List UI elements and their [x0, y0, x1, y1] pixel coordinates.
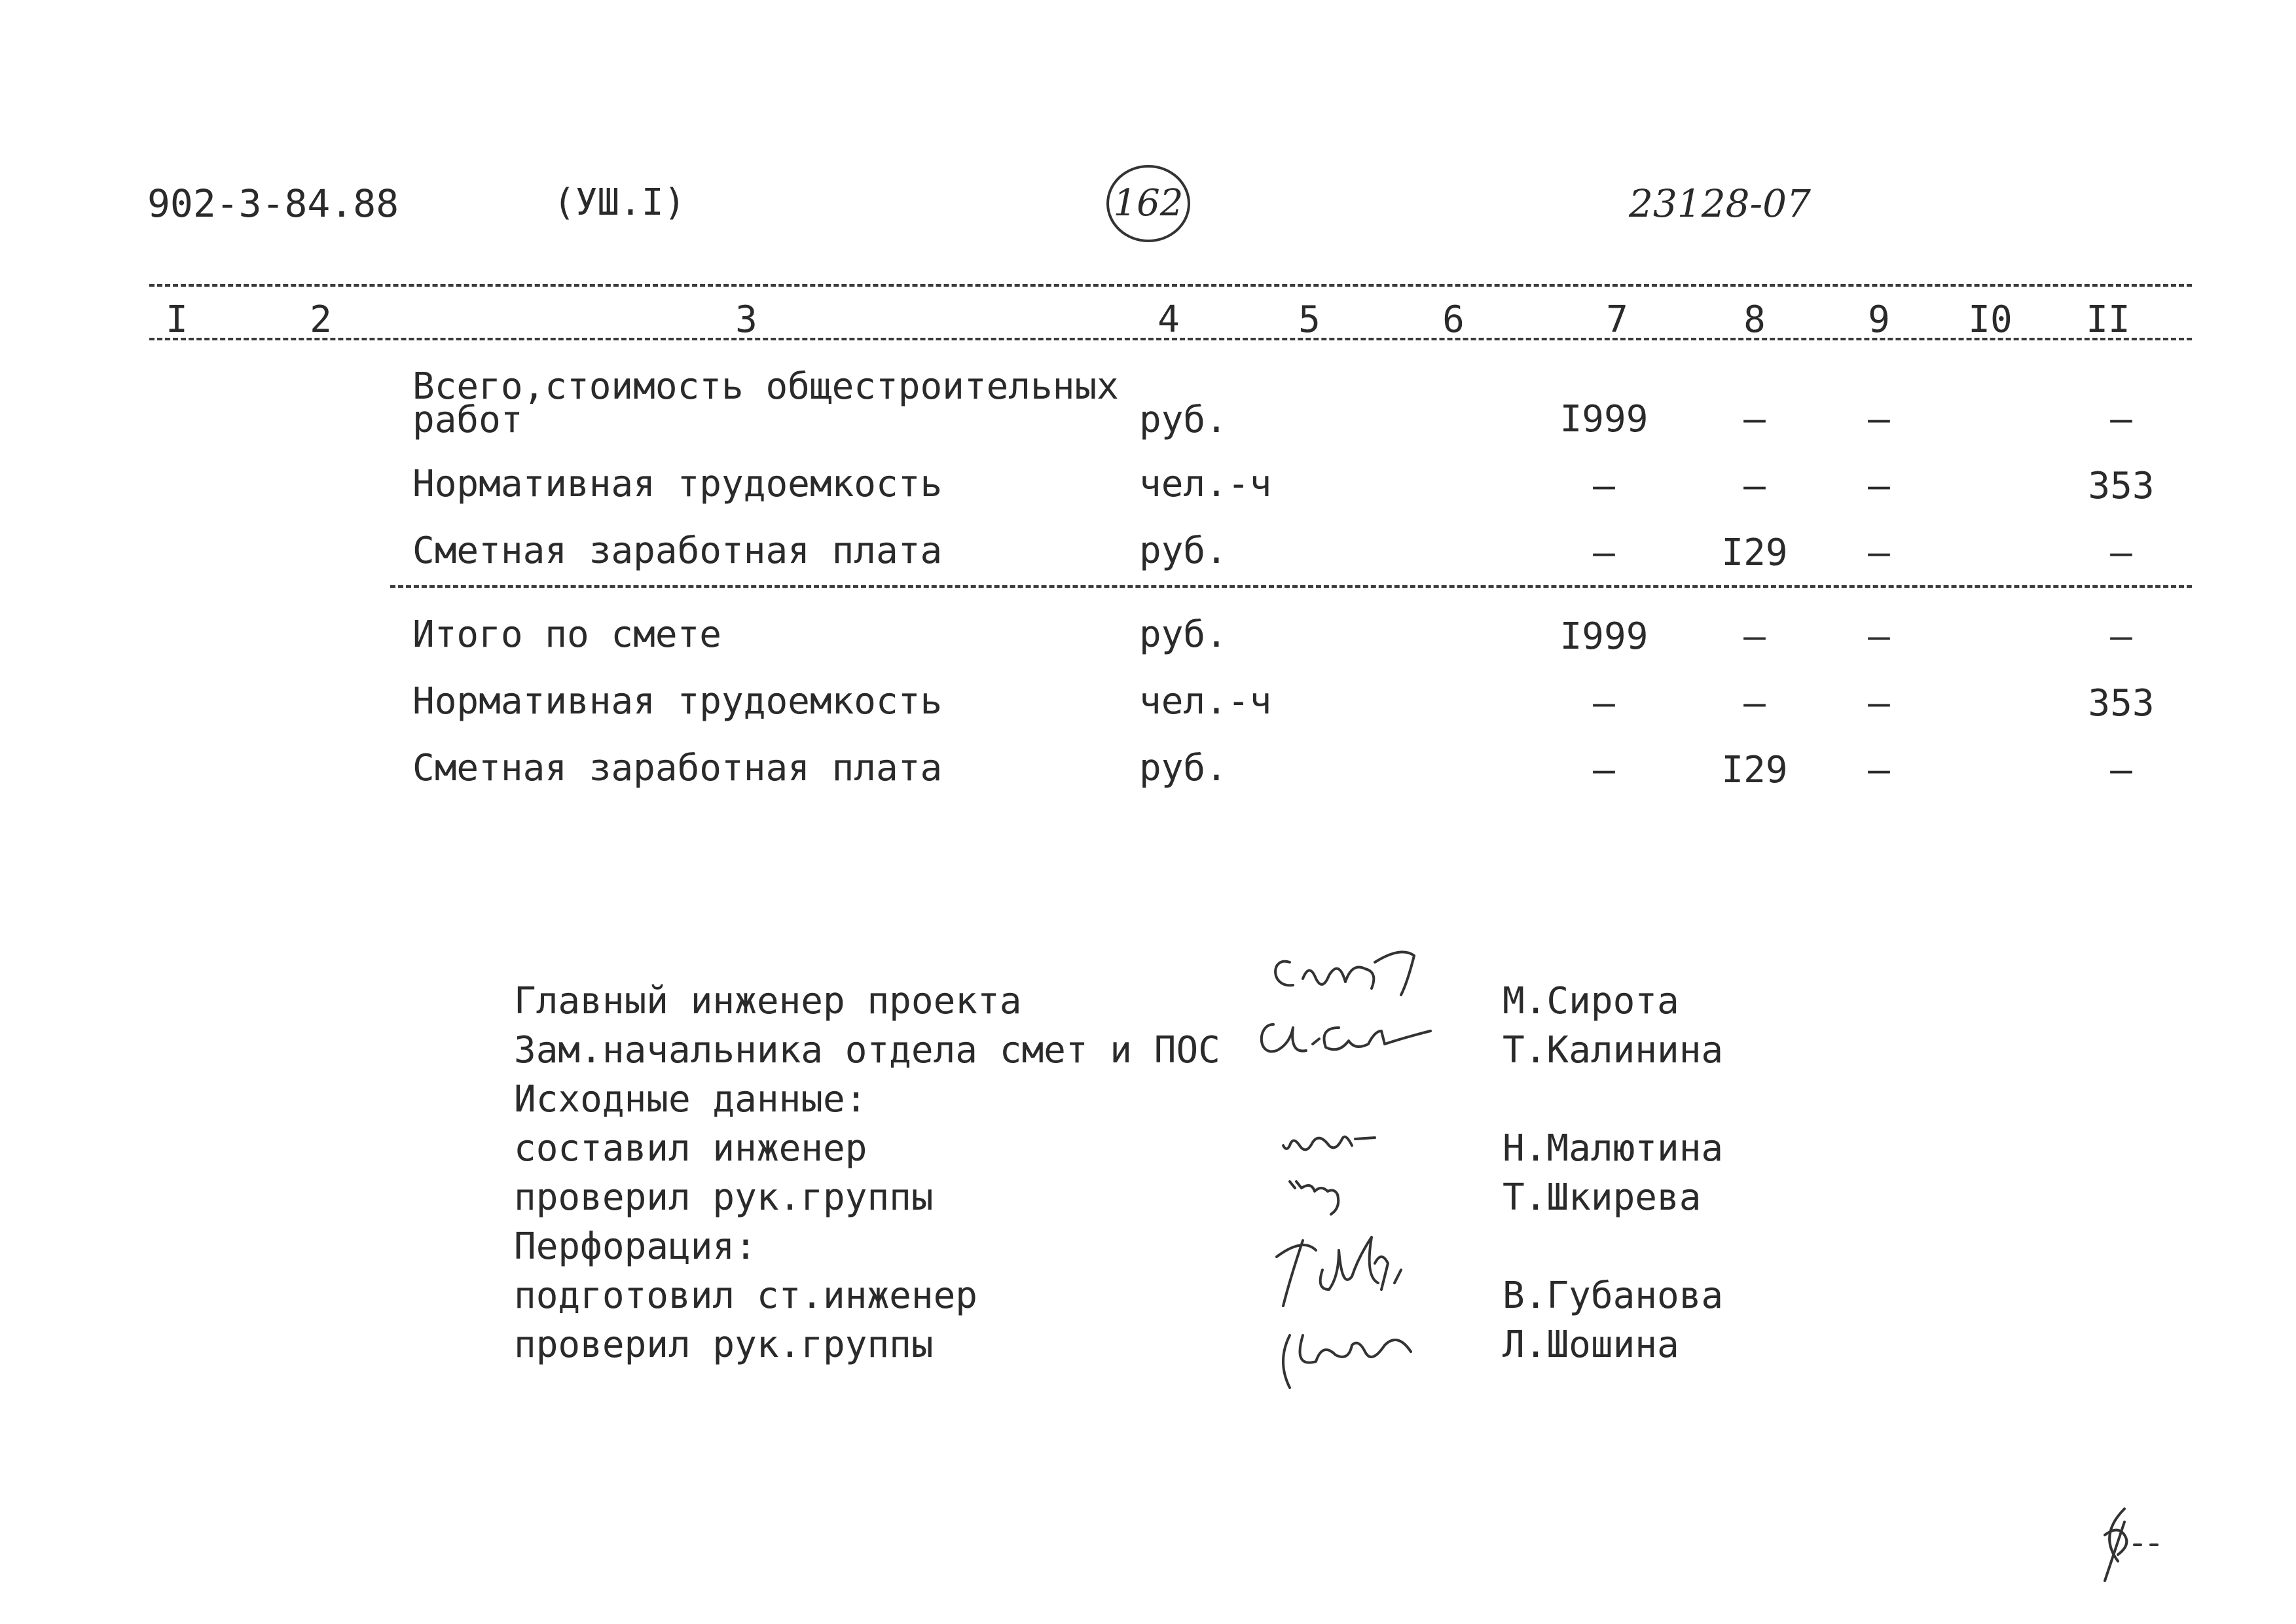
- row-unit: чел.-ч: [1139, 680, 1272, 723]
- signatory-role: проверил рук.группы: [514, 1176, 934, 1219]
- signatory-name: М.Сирота: [1503, 980, 1679, 1022]
- section-code: (УШ.I): [553, 181, 686, 224]
- row-label: Сметная заработная плата: [412, 530, 943, 572]
- row-label: Всего,стоимость общестроительных: [412, 365, 1119, 408]
- row-value-col9: –: [1868, 749, 1890, 791]
- signatory-name: Т.Калинина: [1503, 1029, 1724, 1072]
- signatory-role: проверил рук.группы: [514, 1324, 934, 1366]
- signature-malyutina: [1277, 1119, 1408, 1165]
- row-unit: руб.: [1139, 613, 1228, 656]
- row-value-col7: –: [1593, 532, 1615, 574]
- row-value-col7: I999: [1559, 398, 1649, 441]
- row-value-col9: –: [1868, 615, 1890, 658]
- corner-initials: [2079, 1502, 2177, 1587]
- signatory-role: Зам.начальника отдела смет и ПОС: [514, 1029, 1220, 1072]
- row-label: Нормативная трудоемкость: [412, 680, 943, 723]
- signatory-name: Н.Малютина: [1503, 1127, 1724, 1170]
- document-code: 902-3-84.88: [147, 181, 399, 226]
- row-value-col8: I29: [1721, 749, 1788, 791]
- subtotal-rule: [390, 585, 2192, 588]
- row-label: Итого по смете: [412, 613, 722, 656]
- signature-shkireva: [1283, 1172, 1375, 1224]
- row-value-col11: –: [2110, 398, 2132, 441]
- column-number: 8: [1743, 298, 1766, 341]
- row-value-col7: –: [1593, 749, 1615, 791]
- row-label: Сметная заработная плата: [412, 747, 943, 789]
- signature-gubanova-shoshina: [1264, 1231, 1447, 1388]
- row-value-col7: –: [1593, 465, 1615, 507]
- signature-kalinina: [1254, 1011, 1489, 1070]
- row-label: Нормативная трудоемкость: [412, 463, 943, 505]
- row-value-col8: –: [1743, 615, 1766, 658]
- row-value-col9: –: [1868, 398, 1890, 441]
- signatory-name: В.Губанова: [1503, 1274, 1724, 1317]
- row-value-col9: –: [1868, 682, 1890, 725]
- row-value-col11: 353: [2088, 465, 2155, 507]
- signatory-name: Т.Шкирева: [1503, 1176, 1702, 1219]
- row-value-col9: –: [1868, 465, 1890, 507]
- column-number: 4: [1157, 298, 1180, 341]
- section-heading: Перфорация:: [514, 1225, 757, 1268]
- column-number: 3: [735, 298, 757, 341]
- row-value-col11: –: [2110, 532, 2132, 574]
- column-number: 2: [310, 298, 332, 341]
- column-number: I: [166, 298, 188, 341]
- row-label-continued: работ: [412, 399, 523, 441]
- row-value-col11: –: [2110, 749, 2132, 791]
- row-value-col11: 353: [2088, 682, 2155, 725]
- row-unit: руб.: [1139, 530, 1228, 572]
- column-number: 6: [1442, 298, 1465, 341]
- column-number: I0: [1968, 298, 2013, 341]
- row-unit: руб.: [1139, 747, 1228, 789]
- signature-sirota: [1264, 943, 1499, 1008]
- row-value-col7: I999: [1559, 615, 1649, 658]
- row-value-col9: –: [1868, 532, 1890, 574]
- row-unit: чел.-ч: [1139, 463, 1272, 505]
- signatory-role: составил инженер: [514, 1127, 867, 1170]
- row-value-col8: –: [1743, 398, 1766, 441]
- page-number-stamp: 162: [1106, 165, 1190, 242]
- row-value-col8: I29: [1721, 532, 1788, 574]
- row-value-col7: –: [1593, 682, 1615, 725]
- column-number: 7: [1606, 298, 1628, 341]
- row-value-col8: –: [1743, 682, 1766, 725]
- row-unit: руб.: [1139, 399, 1228, 441]
- column-number: II: [2086, 298, 2130, 341]
- row-value-col11: –: [2110, 615, 2132, 658]
- column-number: 9: [1868, 298, 1890, 341]
- section-heading: Исходные данные:: [514, 1078, 867, 1121]
- column-number: 5: [1298, 298, 1321, 341]
- signatory-role: Главный инженер проекта: [514, 980, 1022, 1022]
- signatory-name: Л.Шошина: [1503, 1324, 1679, 1366]
- row-value-col8: –: [1743, 465, 1766, 507]
- reference-number: 23128-07: [1629, 181, 1811, 226]
- table-top-rule: [149, 284, 2192, 287]
- signatory-role: подготовил ст.инженер: [514, 1274, 978, 1317]
